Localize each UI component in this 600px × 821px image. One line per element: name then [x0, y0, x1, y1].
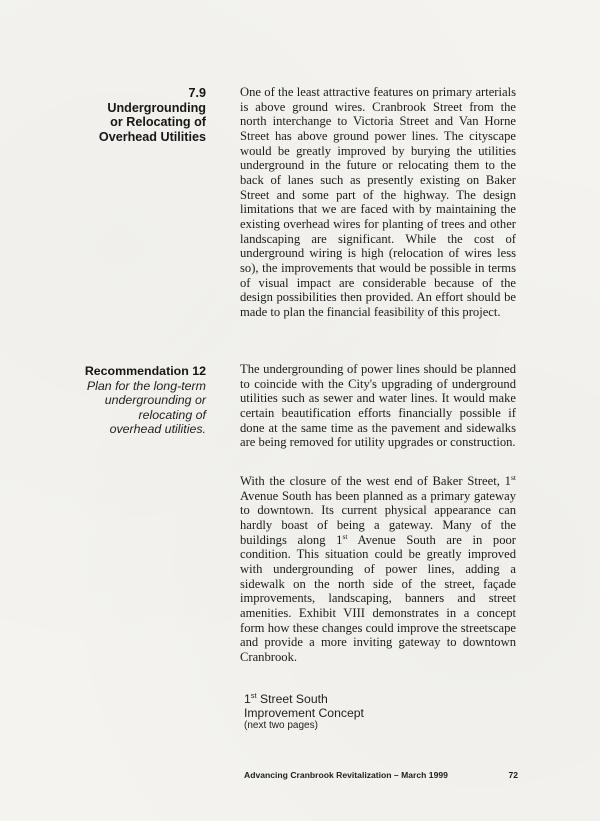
text-run: Avenue South has been planned as a primary gateway to downtown. Its current physical appearance can hardly boast of being a gateway. Many of the buildings along 1: [240, 488, 516, 547]
gateway-paragraph: [240, 474, 516, 665]
ordinal-superscript: st: [250, 690, 257, 700]
recommendation-text-line: Plan for the long-term: [86, 378, 206, 393]
section-number: 7.9: [188, 86, 206, 100]
section-title-line: or Relocating of: [110, 115, 206, 130]
text-run: Street South: [256, 692, 328, 706]
section-title-line: Undergrounding: [107, 100, 206, 115]
recommendation-title: Recommendation 12: [84, 364, 206, 378]
recommendation-sidebar: [60, 364, 206, 437]
page-number: 72: [508, 770, 518, 780]
section-paragraph: One of the least attractive features on primary arterials is above ground wires. Cranbrook Street from the north interchange to Victoria Street and Van Horne Street has above ground power lines. The cityscape would be greatly improved by burying the utilities underground in the future or relocating them to the back of lanes such as presently existing on Baker Street and some part of the highway. The design limitations that we are faced with by maintaining the existing overhead wires for planting of trees and other landscaping are significant. While the cost of underground wiring is high (relocation of wires less so), the improvements that would be possible in terms of visual impact are considerable because of the design possibilities then provided. An effort should be made to plan the financial feasibility of this project.: [240, 85, 516, 319]
text-run: Avenue South are in poor condition. This situation could be greatly improved with undergrounding of power lines, adding a sidewalk on the north side of the street, façade improvements, landscaping, banners and street amenities. Exhibit VIII demonstrates in a concept form how these changes could improve the streetscape and provide a more inviting gateway to downtown Cranbrook.: [240, 532, 516, 664]
page-footer: [244, 770, 518, 780]
recommendation-text-line: overhead utilities.: [109, 422, 206, 437]
gateway-body: [240, 474, 516, 665]
recommendation-text-line: relocating of: [138, 407, 206, 422]
footer-title: Advancing Cranbrook Revitalization – March 1999: [244, 770, 448, 780]
section-heading: [60, 86, 206, 144]
section-title-line: Overhead Utilities: [98, 129, 206, 144]
recommendation-body: [240, 362, 516, 450]
exhibit-caption-line: Improvement Concept: [244, 706, 364, 721]
recommendation-paragraph: The undergrounding of power lines should be planned to coincide with the City's upgrading of underground utilities such as sewer and water lines. It would make certain beautification efforts financially possible if done at the same time as the pavement and sidewalks are being removed for utility upgrades or construction.: [240, 362, 516, 450]
exhibit-caption-line: [244, 692, 364, 706]
text-run: With the closure of the west end of Baker Street, 1: [240, 474, 511, 488]
ordinal-superscript: st: [510, 472, 516, 482]
exhibit-caption: [244, 692, 364, 732]
section-body: [240, 85, 516, 320]
text-run: 1: [244, 692, 251, 706]
ordinal-superscript: st: [342, 531, 348, 541]
recommendation-text-line: undergrounding or: [104, 393, 206, 408]
exhibit-note: (next two pages): [244, 720, 318, 732]
